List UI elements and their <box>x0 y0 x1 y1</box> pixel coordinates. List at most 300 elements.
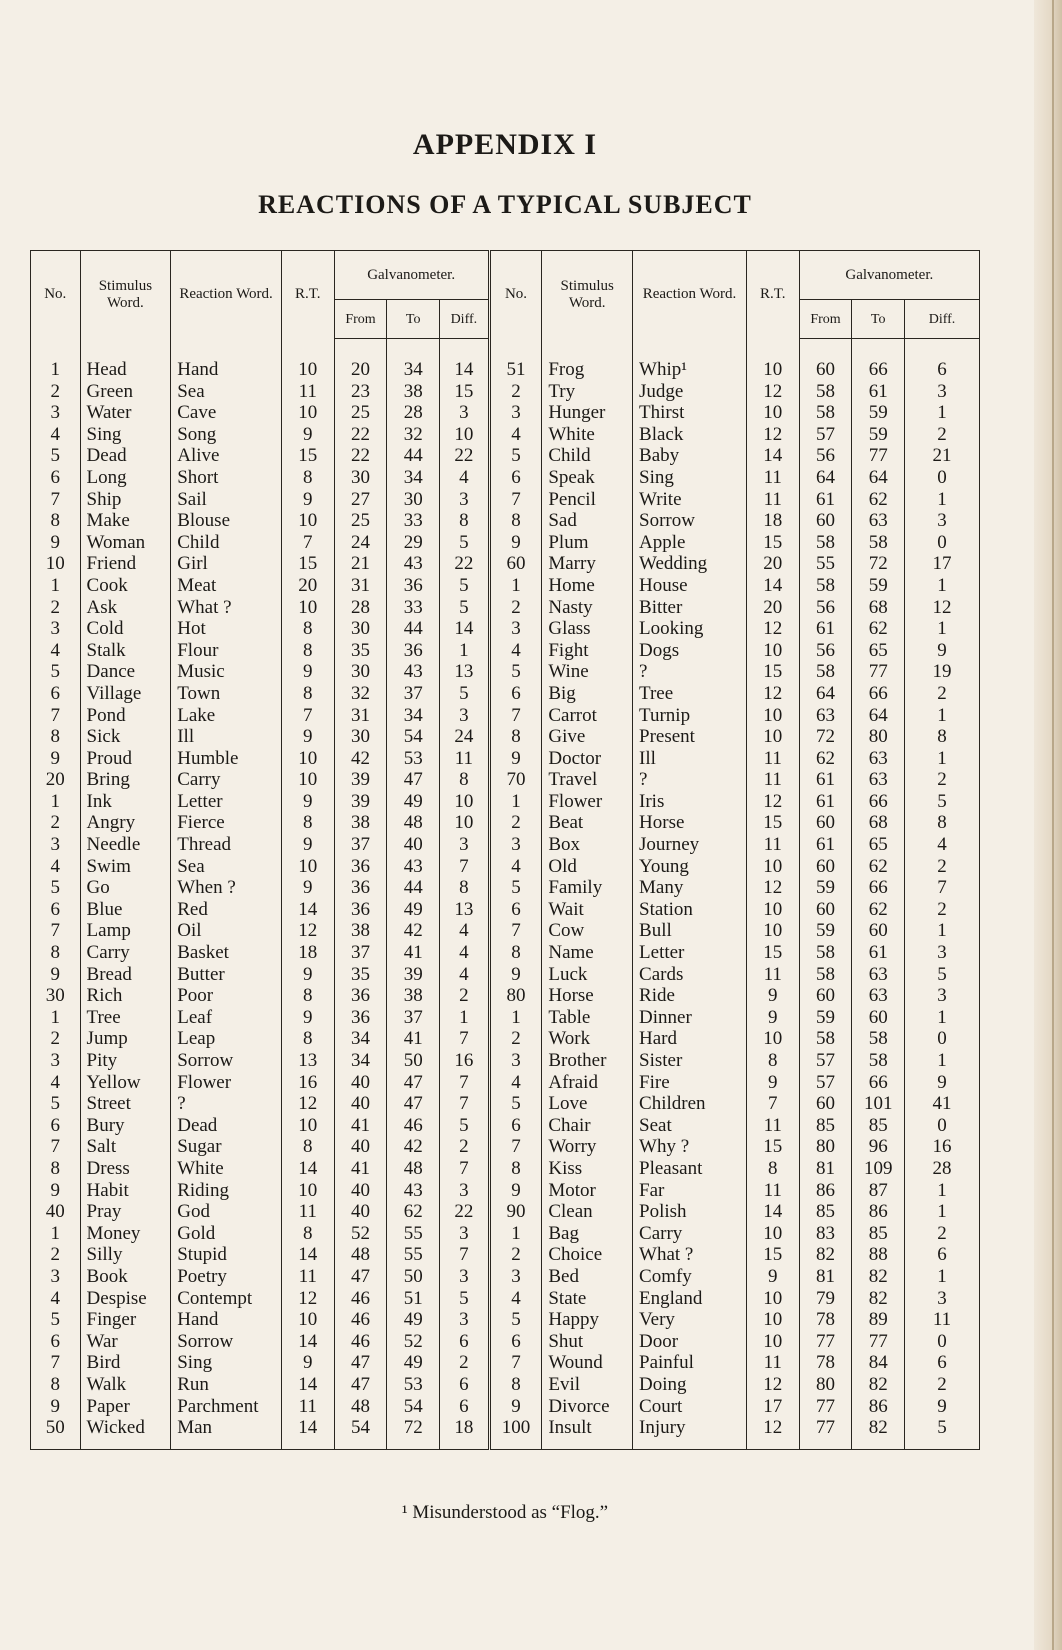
right-from-cell: 59 <box>799 920 852 942</box>
left-rt-cell: 14 <box>281 899 334 921</box>
right-no-cell: 9 <box>489 1180 542 1202</box>
left-rt-cell: 8 <box>281 985 334 1007</box>
left-to-cell: 37 <box>387 683 440 705</box>
left-to-cell: 41 <box>387 1028 440 1050</box>
left-rt-cell: 10 <box>281 1180 334 1202</box>
right-stimulus-cell: Hunger <box>542 402 633 424</box>
left-to-cell: 52 <box>387 1331 440 1353</box>
left-reaction-cell: Child <box>171 532 282 554</box>
right-reaction-cell: Polish <box>633 1201 747 1223</box>
right-reaction-cell: Pleasant <box>633 1158 747 1180</box>
left-reaction-cell: Poor <box>171 985 282 1007</box>
left-to-cell: 48 <box>387 812 440 834</box>
col-header-to: To <box>387 300 440 339</box>
right-diff-cell: 2 <box>905 1374 980 1396</box>
left-to-cell: 42 <box>387 1136 440 1158</box>
right-rt-cell: 12 <box>746 791 799 813</box>
left-no-cell: 20 <box>31 769 81 791</box>
right-stimulus-cell: Family <box>542 877 633 899</box>
left-stimulus-cell: Green <box>80 381 171 403</box>
left-from-cell: 25 <box>334 510 387 532</box>
right-from-cell: 56 <box>799 640 852 662</box>
right-to-cell: 68 <box>852 812 905 834</box>
left-diff-cell: 3 <box>440 1266 490 1288</box>
right-to-cell: 61 <box>852 942 905 964</box>
right-from-cell: 58 <box>799 532 852 554</box>
right-from-cell: 58 <box>799 575 852 597</box>
right-stimulus-cell: Try <box>542 381 633 403</box>
right-rt-cell: 9 <box>746 1266 799 1288</box>
left-from-cell: 40 <box>334 1093 387 1115</box>
left-no-cell: 4 <box>31 640 81 662</box>
right-diff-cell: 0 <box>905 1115 980 1137</box>
left-to-cell: 37 <box>387 1007 440 1029</box>
left-diff-cell: 7 <box>440 1158 490 1180</box>
left-reaction-cell: Fierce <box>171 812 282 834</box>
left-rt-cell: 9 <box>281 834 334 856</box>
right-from-cell: 79 <box>799 1288 852 1310</box>
left-to-cell: 39 <box>387 964 440 986</box>
left-stimulus-cell: Sing <box>80 424 171 446</box>
right-reaction-cell: England <box>633 1288 747 1310</box>
right-to-cell: 62 <box>852 856 905 878</box>
left-from-cell: 35 <box>334 640 387 662</box>
left-from-cell: 39 <box>334 791 387 813</box>
left-from-cell: 48 <box>334 1244 387 1266</box>
left-from-cell: 48 <box>334 1396 387 1418</box>
right-from-cell: 78 <box>799 1352 852 1374</box>
right-diff-cell: 6 <box>905 1244 980 1266</box>
right-diff-cell: 1 <box>905 1201 980 1223</box>
left-reaction-cell: When ? <box>171 877 282 899</box>
right-to-cell: 66 <box>852 683 905 705</box>
right-from-cell: 85 <box>799 1201 852 1223</box>
right-rt-cell: 15 <box>746 942 799 964</box>
left-to-cell: 38 <box>387 381 440 403</box>
right-diff-cell: 3 <box>905 510 980 532</box>
right-stimulus-cell: Evil <box>542 1374 633 1396</box>
left-diff-cell: 4 <box>440 467 490 489</box>
right-stimulus-cell: Brother <box>542 1050 633 1072</box>
left-to-cell: 47 <box>387 1072 440 1094</box>
left-stimulus-cell: Ask <box>80 597 171 619</box>
left-rt-cell: 15 <box>281 553 334 575</box>
left-stimulus-cell: Carry <box>80 942 171 964</box>
left-stimulus-cell: War <box>80 1331 171 1353</box>
left-rt-cell: 18 <box>281 942 334 964</box>
left-from-cell: 22 <box>334 424 387 446</box>
left-rt-cell: 11 <box>281 1396 334 1418</box>
left-to-cell: 53 <box>387 748 440 770</box>
left-no-cell: 6 <box>31 1331 81 1353</box>
right-diff-cell: 28 <box>905 1158 980 1180</box>
left-no-cell: 40 <box>31 1201 81 1223</box>
right-from-cell: 72 <box>799 726 852 748</box>
right-diff-cell: 9 <box>905 640 980 662</box>
right-to-cell: 82 <box>852 1374 905 1396</box>
left-to-cell: 49 <box>387 791 440 813</box>
left-diff-cell: 5 <box>440 597 490 619</box>
left-reaction-cell: Riding <box>171 1180 282 1202</box>
left-no-cell: 4 <box>31 1072 81 1094</box>
right-diff-cell: 6 <box>905 359 980 381</box>
right-diff-cell: 1 <box>905 1266 980 1288</box>
left-to-cell: 44 <box>387 618 440 640</box>
left-reaction-cell: Hand <box>171 1309 282 1331</box>
right-reaction-cell: Letter <box>633 942 747 964</box>
right-to-cell: 109 <box>852 1158 905 1180</box>
right-no-cell: 1 <box>489 791 542 813</box>
right-stimulus-cell: Shut <box>542 1331 633 1353</box>
left-stimulus-cell: Friend <box>80 553 171 575</box>
right-rt-cell: 10 <box>746 1331 799 1353</box>
left-to-cell: 62 <box>387 1201 440 1223</box>
left-to-cell: 38 <box>387 985 440 1007</box>
right-stimulus-cell: Worry <box>542 1136 633 1158</box>
table-row <box>31 985 980 1007</box>
right-stimulus-cell: Pencil <box>542 489 633 511</box>
col-header-stimulus: Stimulus Word. <box>542 251 633 339</box>
left-reaction-cell: Stupid <box>171 1244 282 1266</box>
table-row <box>31 1223 980 1245</box>
left-reaction-cell: God <box>171 1201 282 1223</box>
table-row <box>31 1028 980 1050</box>
left-rt-cell: 9 <box>281 1007 334 1029</box>
left-no-cell: 2 <box>31 597 81 619</box>
left-stimulus-cell: Lamp <box>80 920 171 942</box>
right-from-cell: 58 <box>799 661 852 683</box>
left-rt-cell: 8 <box>281 1223 334 1245</box>
left-from-cell: 21 <box>334 553 387 575</box>
left-from-cell: 46 <box>334 1331 387 1353</box>
left-from-cell: 30 <box>334 618 387 640</box>
right-from-cell: 58 <box>799 964 852 986</box>
left-reaction-cell: Leaf <box>171 1007 282 1029</box>
right-no-cell: 80 <box>489 985 542 1007</box>
left-to-cell: 50 <box>387 1266 440 1288</box>
left-no-cell: 3 <box>31 834 81 856</box>
table-row <box>31 1244 980 1266</box>
right-no-cell: 2 <box>489 381 542 403</box>
left-to-cell: 50 <box>387 1050 440 1072</box>
right-stimulus-cell: Home <box>542 575 633 597</box>
left-reaction-cell: Run <box>171 1374 282 1396</box>
left-rt-cell: 9 <box>281 726 334 748</box>
right-reaction-cell: Painful <box>633 1352 747 1374</box>
left-no-cell: 6 <box>31 467 81 489</box>
left-diff-cell: 1 <box>440 640 490 662</box>
right-to-cell: 60 <box>852 1007 905 1029</box>
right-no-cell: 3 <box>489 618 542 640</box>
right-diff-cell: 2 <box>905 683 980 705</box>
left-stimulus-cell: Bury <box>80 1115 171 1137</box>
left-no-cell: 3 <box>31 1050 81 1072</box>
left-diff-cell: 4 <box>440 964 490 986</box>
left-no-cell: 5 <box>31 1309 81 1331</box>
table-row <box>31 489 980 511</box>
left-to-cell: 43 <box>387 553 440 575</box>
right-rt-cell: 12 <box>746 381 799 403</box>
table-row <box>31 424 980 446</box>
right-stimulus-cell: Big <box>542 683 633 705</box>
left-no-cell: 8 <box>31 510 81 532</box>
left-diff-cell: 22 <box>440 445 490 467</box>
left-stimulus-cell: Walk <box>80 1374 171 1396</box>
right-rt-cell: 11 <box>746 834 799 856</box>
right-to-cell: 66 <box>852 877 905 899</box>
right-to-cell: 65 <box>852 834 905 856</box>
right-to-cell: 87 <box>852 1180 905 1202</box>
right-from-cell: 60 <box>799 510 852 532</box>
left-no-cell: 1 <box>31 359 81 381</box>
table-row <box>31 1288 980 1310</box>
right-no-cell: 8 <box>489 1158 542 1180</box>
right-stimulus-cell: Wine <box>542 661 633 683</box>
right-rt-cell: 15 <box>746 661 799 683</box>
left-from-cell: 22 <box>334 445 387 467</box>
left-reaction-cell: Town <box>171 683 282 705</box>
left-reaction-cell: ? <box>171 1093 282 1115</box>
right-to-cell: 89 <box>852 1309 905 1331</box>
col-header-diff: Diff. <box>440 300 490 339</box>
right-to-cell: 84 <box>852 1352 905 1374</box>
right-to-cell: 62 <box>852 899 905 921</box>
left-rt-cell: 9 <box>281 424 334 446</box>
right-no-cell: 6 <box>489 683 542 705</box>
right-no-cell: 5 <box>489 1309 542 1331</box>
right-stimulus-cell: Insult <box>542 1417 633 1449</box>
table-row <box>31 445 980 467</box>
left-to-cell: 32 <box>387 424 440 446</box>
right-rt-cell: 15 <box>746 532 799 554</box>
left-stimulus-cell: Pond <box>80 705 171 727</box>
right-no-cell: 2 <box>489 812 542 834</box>
left-diff-cell: 14 <box>440 618 490 640</box>
right-from-cell: 60 <box>799 812 852 834</box>
right-stimulus-cell: Sad <box>542 510 633 532</box>
reactions-table-container <box>30 250 980 1450</box>
right-stimulus-cell: Choice <box>542 1244 633 1266</box>
right-to-cell: 101 <box>852 1093 905 1115</box>
table-row <box>31 1417 980 1449</box>
left-rt-cell: 10 <box>281 748 334 770</box>
left-rt-cell: 10 <box>281 510 334 532</box>
right-diff-cell: 0 <box>905 1331 980 1353</box>
right-stimulus-cell: Fight <box>542 640 633 662</box>
left-no-cell: 30 <box>31 985 81 1007</box>
left-reaction-cell: Lake <box>171 705 282 727</box>
left-diff-cell: 24 <box>440 726 490 748</box>
left-to-cell: 48 <box>387 1158 440 1180</box>
left-to-cell: 29 <box>387 532 440 554</box>
right-no-cell: 3 <box>489 834 542 856</box>
left-to-cell: 36 <box>387 575 440 597</box>
right-diff-cell: 6 <box>905 1352 980 1374</box>
left-from-cell: 36 <box>334 877 387 899</box>
left-stimulus-cell: Pray <box>80 1201 171 1223</box>
right-no-cell: 6 <box>489 1331 542 1353</box>
left-from-cell: 41 <box>334 1115 387 1137</box>
right-diff-cell: 2 <box>905 1223 980 1245</box>
table-row <box>31 640 980 662</box>
right-rt-cell: 10 <box>746 359 799 381</box>
right-rt-cell: 10 <box>746 1288 799 1310</box>
table-row <box>31 1201 980 1223</box>
page-edge <box>1034 0 1062 1650</box>
left-diff-cell: 7 <box>440 1028 490 1050</box>
right-no-cell: 2 <box>489 1244 542 1266</box>
left-rt-cell: 9 <box>281 489 334 511</box>
col-header-reaction: Reaction Word. <box>171 251 282 339</box>
left-no-cell: 9 <box>31 532 81 554</box>
right-rt-cell: 11 <box>746 1352 799 1374</box>
left-no-cell: 2 <box>31 381 81 403</box>
table-row <box>31 553 980 575</box>
left-rt-cell: 12 <box>281 920 334 942</box>
right-from-cell: 86 <box>799 1180 852 1202</box>
left-reaction-cell: Ill <box>171 726 282 748</box>
left-rt-cell: 12 <box>281 1288 334 1310</box>
left-diff-cell: 14 <box>440 359 490 381</box>
left-reaction-cell: Poetry <box>171 1266 282 1288</box>
right-from-cell: 60 <box>799 359 852 381</box>
right-stimulus-cell: Luck <box>542 964 633 986</box>
right-rt-cell: 11 <box>746 1180 799 1202</box>
right-reaction-cell: Injury <box>633 1417 747 1449</box>
right-reaction-cell: Sister <box>633 1050 747 1072</box>
col-header-rt: R.T. <box>746 251 799 339</box>
right-rt-cell: 9 <box>746 1072 799 1094</box>
right-stimulus-cell: State <box>542 1288 633 1310</box>
col-header-from: From <box>334 300 387 339</box>
left-from-cell: 31 <box>334 575 387 597</box>
left-rt-cell: 9 <box>281 877 334 899</box>
left-to-cell: 49 <box>387 1352 440 1374</box>
table-row <box>31 769 980 791</box>
left-rt-cell: 15 <box>281 445 334 467</box>
left-reaction-cell: Blouse <box>171 510 282 532</box>
left-from-cell: 27 <box>334 489 387 511</box>
right-no-cell: 8 <box>489 1374 542 1396</box>
right-reaction-cell: House <box>633 575 747 597</box>
right-stimulus-cell: Horse <box>542 985 633 1007</box>
right-no-cell: 9 <box>489 964 542 986</box>
right-diff-cell: 2 <box>905 769 980 791</box>
right-no-cell: 4 <box>489 640 542 662</box>
left-to-cell: 34 <box>387 467 440 489</box>
right-rt-cell: 10 <box>746 402 799 424</box>
left-reaction-cell: Sail <box>171 489 282 511</box>
right-stimulus-cell: Happy <box>542 1309 633 1331</box>
left-reaction-cell: Sorrow <box>171 1331 282 1353</box>
left-no-cell: 8 <box>31 942 81 964</box>
right-to-cell: 66 <box>852 791 905 813</box>
right-to-cell: 80 <box>852 726 905 748</box>
right-stimulus-cell: Nasty <box>542 597 633 619</box>
right-reaction-cell: Hard <box>633 1028 747 1050</box>
left-no-cell: 3 <box>31 618 81 640</box>
left-from-cell: 54 <box>334 1417 387 1449</box>
right-to-cell: 60 <box>852 920 905 942</box>
right-to-cell: 86 <box>852 1201 905 1223</box>
right-stimulus-cell: Wait <box>542 899 633 921</box>
right-from-cell: 59 <box>799 1007 852 1029</box>
right-no-cell: 6 <box>489 899 542 921</box>
col-header-from: From <box>799 300 852 339</box>
right-to-cell: 62 <box>852 618 905 640</box>
right-rt-cell: 12 <box>746 1417 799 1449</box>
right-reaction-cell: ? <box>633 769 747 791</box>
left-diff-cell: 10 <box>440 812 490 834</box>
right-reaction-cell: Sorrow <box>633 510 747 532</box>
left-rt-cell: 7 <box>281 705 334 727</box>
left-to-cell: 34 <box>387 705 440 727</box>
right-stimulus-cell: Love <box>542 1093 633 1115</box>
spacer-row <box>31 339 980 360</box>
table-row <box>31 1115 980 1137</box>
left-no-cell: 4 <box>31 424 81 446</box>
right-rt-cell: 11 <box>746 467 799 489</box>
right-no-cell: 6 <box>489 467 542 489</box>
right-no-cell: 3 <box>489 1266 542 1288</box>
right-reaction-cell: Turnip <box>633 705 747 727</box>
left-rt-cell: 7 <box>281 532 334 554</box>
table-row <box>31 532 980 554</box>
left-from-cell: 37 <box>334 942 387 964</box>
left-to-cell: 34 <box>387 359 440 381</box>
left-rt-cell: 11 <box>281 1266 334 1288</box>
left-no-cell: 7 <box>31 489 81 511</box>
left-no-cell: 3 <box>31 402 81 424</box>
right-rt-cell: 14 <box>746 575 799 597</box>
right-to-cell: 58 <box>852 532 905 554</box>
right-no-cell: 5 <box>489 661 542 683</box>
left-no-cell: 7 <box>31 1352 81 1374</box>
left-no-cell: 9 <box>31 1396 81 1418</box>
right-rt-cell: 10 <box>746 640 799 662</box>
right-from-cell: 60 <box>799 899 852 921</box>
right-reaction-cell: ? <box>633 661 747 683</box>
left-reaction-cell: Hand <box>171 359 282 381</box>
right-reaction-cell: Cards <box>633 964 747 986</box>
right-diff-cell: 3 <box>905 942 980 964</box>
right-no-cell: 1 <box>489 575 542 597</box>
left-stimulus-cell: Make <box>80 510 171 532</box>
left-rt-cell: 8 <box>281 1136 334 1158</box>
right-rt-cell: 20 <box>746 597 799 619</box>
right-diff-cell: 1 <box>905 1180 980 1202</box>
left-reaction-cell: Thread <box>171 834 282 856</box>
right-rt-cell: 20 <box>746 553 799 575</box>
right-rt-cell: 14 <box>746 445 799 467</box>
left-to-cell: 41 <box>387 942 440 964</box>
table-row <box>31 1374 980 1396</box>
right-reaction-cell: Write <box>633 489 747 511</box>
left-from-cell: 23 <box>334 381 387 403</box>
left-reaction-cell: Leap <box>171 1028 282 1050</box>
left-from-cell: 20 <box>334 359 387 381</box>
right-from-cell: 77 <box>799 1396 852 1418</box>
left-no-cell: 50 <box>31 1417 81 1449</box>
right-stimulus-cell: Child <box>542 445 633 467</box>
table-row <box>31 381 980 403</box>
right-no-cell: 7 <box>489 1352 542 1374</box>
left-diff-cell: 3 <box>440 1309 490 1331</box>
right-diff-cell: 4 <box>905 834 980 856</box>
left-reaction-cell: Letter <box>171 791 282 813</box>
left-to-cell: 44 <box>387 877 440 899</box>
right-from-cell: 62 <box>799 748 852 770</box>
